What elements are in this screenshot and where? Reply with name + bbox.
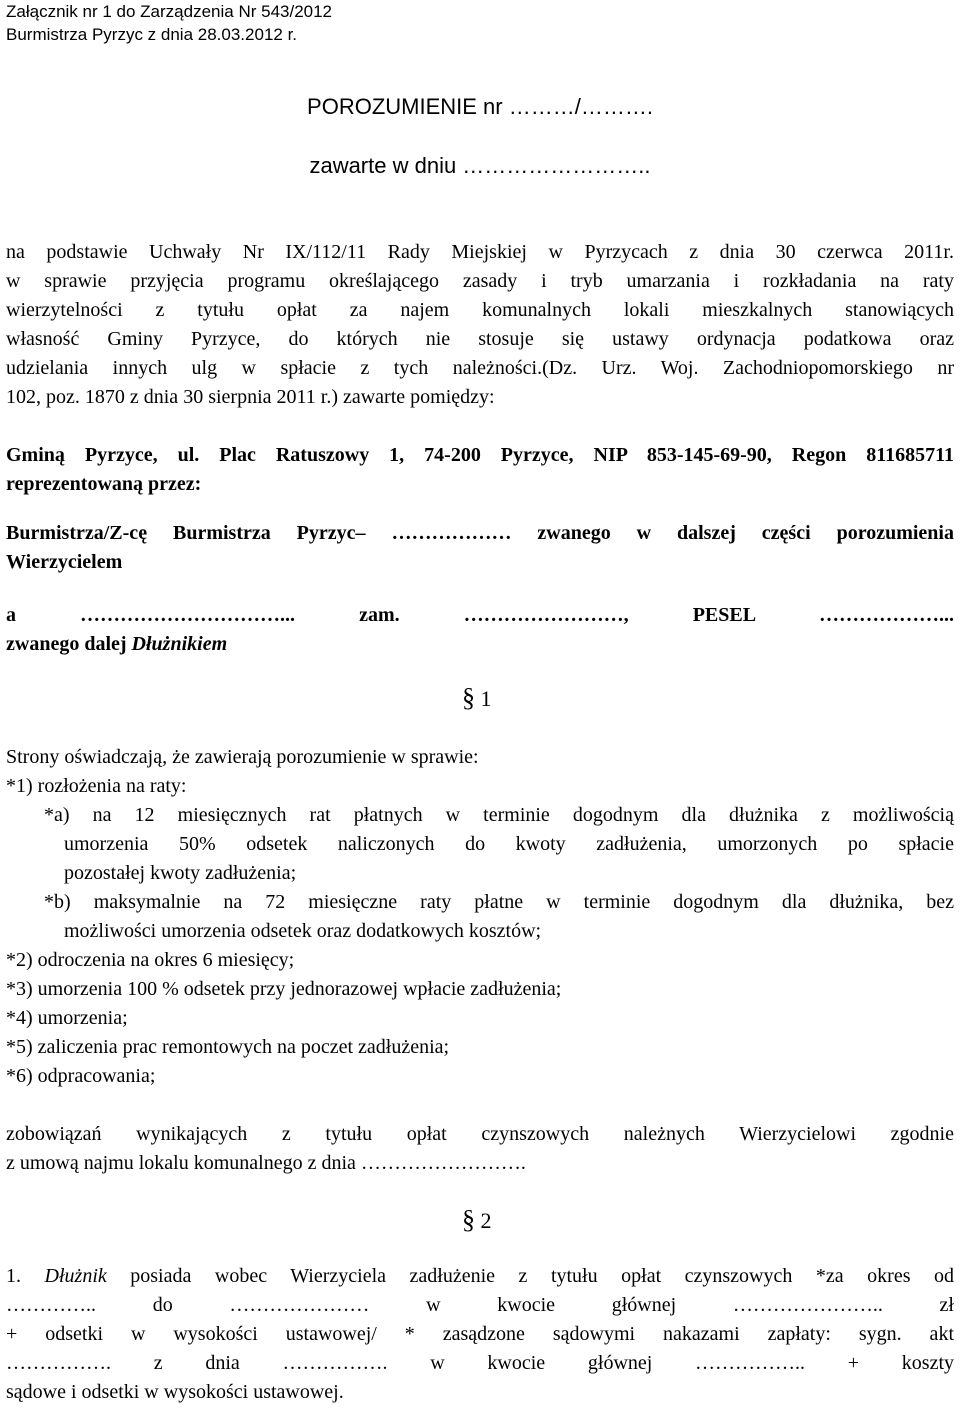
agreement-date-line: zawarte w dniu ……………………..: [309, 153, 651, 178]
representative-line-2: Wierzycielem: [6, 551, 123, 573]
party-municipality: [6, 441, 954, 499]
representative-line-1: Burmistrza/Z-cę Burmistrza Pyrzyc– ……………… zwanego w dalszej części porozumienia: [6, 522, 954, 544]
basis-line-3: wierzytelności z tytułu opłat za najem komunalnych lokali mieszkalnych stanowiących: [6, 299, 954, 321]
basis-line-4: własność Gminy Pyrzyce, do których nie stosuje się ustawy ordynacja podatkowa oraz: [6, 328, 954, 350]
statement: Strony oświadczają, że zawierają porozumienie w sprawie:: [6, 746, 479, 768]
section-number: 1: [480, 686, 492, 711]
section-2-heading: [462, 1205, 492, 1235]
item-3: *3) umorzenia 100 % odsetek przy jednorazowej wpłacie zadłużenia;: [6, 978, 562, 1000]
item-1b-line-2: możliwości umorzenia odsetek oraz dodatkowych kosztów;: [64, 920, 542, 942]
item-2: *2) odroczenia na okres 6 miesięcy;: [6, 949, 295, 971]
item-1a-line-3: pozostałej kwoty zadłużenia;: [64, 862, 297, 884]
item-4: *4) umorzenia;: [6, 1007, 128, 1029]
basis-line-6: 102, poz. 1870 z dnia 30 sierpnia 2011 r.) zawarte pomiędzy:: [6, 386, 495, 408]
basis-line-2: w sprawie przyjęcia programu określającego zasady i tryb umarzania i rozkładania na raty: [6, 270, 954, 292]
debt-line-1: [6, 1262, 954, 1291]
debt-line-2: ………….. do ………………… w kwocie głównej ………………….. zł: [6, 1294, 954, 1316]
obligations-line-2: z umową najmu lokalu komunalnego z dnia …………………….: [6, 1152, 526, 1174]
debt-line-1-text: posiada wobec Wierzyciela zadłużenie z tytułu opłat czynszowych *za okres od: [106, 1265, 955, 1287]
item-1: *1) rozłożenia na raty:: [6, 775, 187, 797]
debtor-line-1: a …………………………... zam. ……………………, PESEL ………………...: [6, 604, 954, 626]
section-sign: §: [462, 683, 475, 712]
representative: [6, 519, 954, 577]
obligations-paragraph: [6, 1120, 954, 1178]
item-1a-line-1: *a) na 12 miesięcznych rat płatnych w terminie dogodnym dla dłużnika z możliwością: [44, 804, 954, 826]
debt-paragraph: [6, 1262, 954, 1407]
party-municipality-line-2: reprezentowaną przez:: [6, 473, 202, 495]
party-municipality-line-1: Gminą Pyrzyce, ul. Plac Ratuszowy 1, 74-200 Pyrzyce, NIP 853-145-69-90, Regon 811685711: [6, 444, 954, 466]
attachment-line-2: Burmistrza Pyrzyc z dnia 28.03.2012 r.: [6, 25, 298, 44]
attachment-header: [6, 0, 332, 46]
basis-line-5: udzielania innych ulg w spłacie z tych należności.(Dz. Urz. Woj. Zachodniopomorskiego nr: [6, 357, 954, 379]
obligations-line-1: zobowiązań wynikających z tytułu opłat czynszowych należnych Wierzycielowi zgodnie: [6, 1123, 954, 1145]
agreement-subject-list: [6, 743, 954, 1091]
debtor-label: zwanego dalej: [6, 633, 132, 655]
item-5: *5) zaliczenia prac remontowych na poczet zadłużenia;: [6, 1036, 450, 1058]
debt-line-5: sądowe i odsetki w wysokości ustawowej.: [6, 1381, 344, 1403]
debtor-party: [6, 601, 954, 659]
debtor-term: Dłużnikiem: [131, 633, 228, 655]
legal-basis-paragraph: [6, 238, 954, 412]
item-1a-line-2: umorzenia 50% odsetek naliczonych do kwoty zadłużenia, umorzonych po spłacie: [64, 833, 954, 855]
debt-line-3: + odsetki w wysokości ustawowej/ * zasądzone sądowymi nakazami zapłaty: sygn. akt: [6, 1323, 954, 1345]
section-number: 2: [480, 1208, 492, 1233]
section-1-heading: [462, 683, 492, 713]
item-1b-line-1: *b) maksymalnie na 72 miesięczne raty płatne w terminie dogodnym dla dłużnika, bez: [44, 891, 954, 913]
agreement-title: POROZUMIENIE nr ………/……….: [307, 94, 653, 119]
section-sign: §: [462, 1205, 475, 1234]
basis-line-1: na podstawie Uchwały Nr IX/112/11 Rady Miejskiej w Pyrzycach z dnia 30 czerwca 2011r.: [6, 241, 954, 263]
item-6: *6) odpracowania;: [6, 1065, 156, 1087]
debtor-term: Dłużnik: [44, 1265, 107, 1287]
attachment-line-1: Załącznik nr 1 do Zarządzenia Nr 543/2012: [6, 2, 333, 21]
debt-line-4: ……………. z dnia ……………. w kwocie głównej …………….. + koszty: [6, 1352, 954, 1374]
point-number: 1.: [6, 1265, 45, 1287]
debtor-line-2: [6, 630, 954, 659]
